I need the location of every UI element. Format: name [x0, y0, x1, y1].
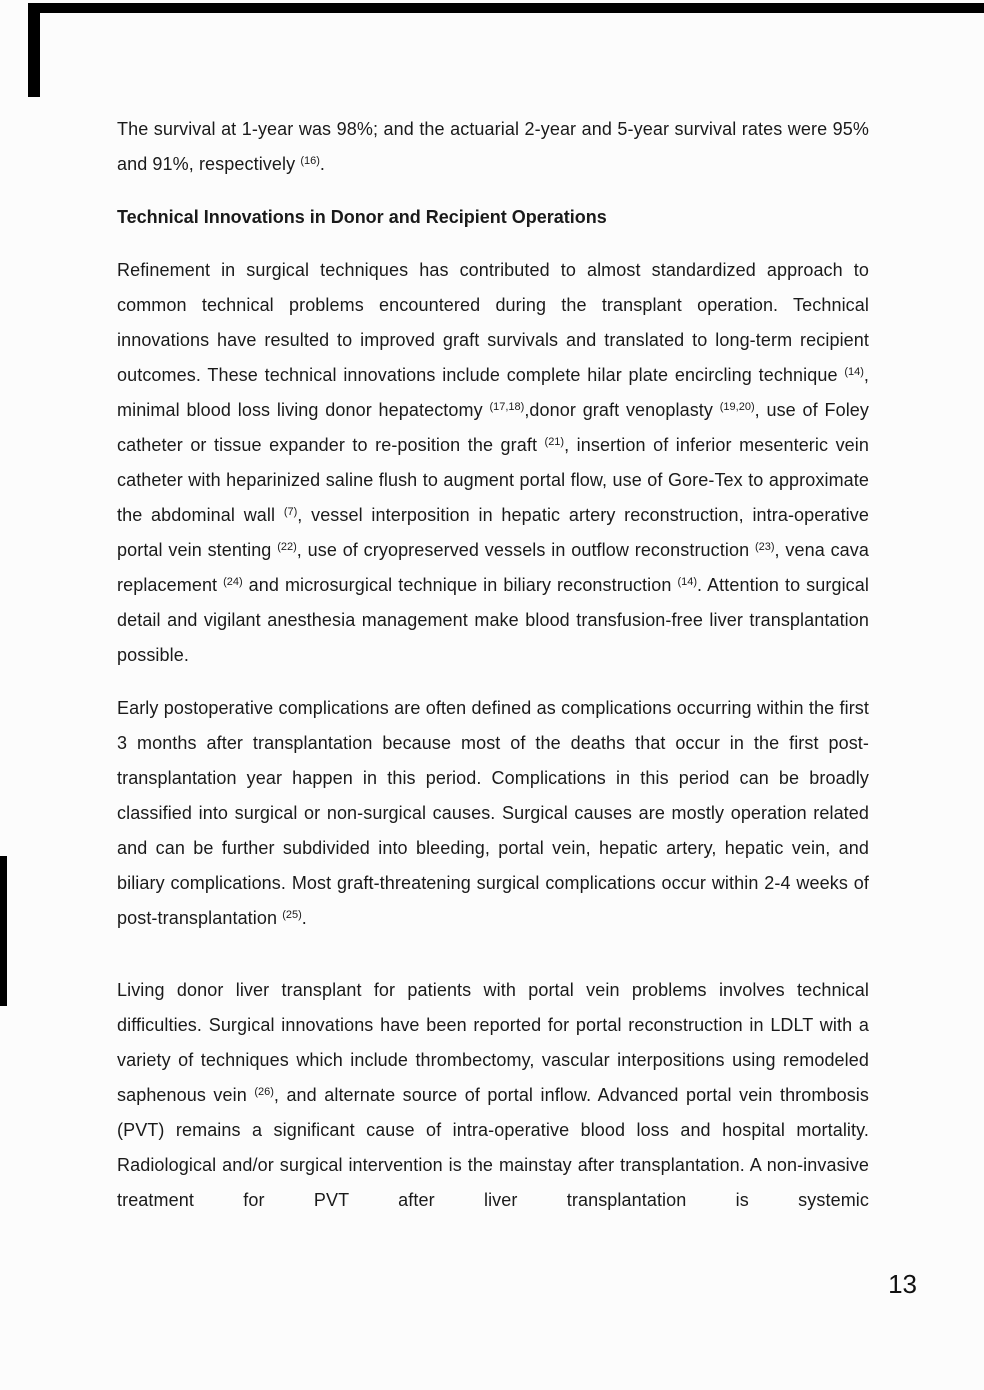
text-run: . Attention to surgical detail and vigilant anesthesia management make blood transfusion-free liver transplantation possible. [117, 575, 869, 665]
reference-superscript: (21) [544, 436, 565, 448]
reference-superscript: (7) [283, 506, 298, 518]
paragraph-early-complications [117, 691, 869, 936]
page-number: 13 [888, 1269, 917, 1299]
reference-superscript: (14) [844, 366, 864, 378]
paragraph-technical-innovations [117, 253, 869, 673]
reference-superscript: (14) [677, 576, 697, 588]
text-run: . [319, 154, 325, 174]
reference-superscript: (16) [300, 155, 320, 167]
reference-superscript: (19,20) [719, 401, 755, 413]
reference-superscript: (24) [223, 576, 243, 588]
text-run: ,donor graft venoplasty [524, 400, 720, 420]
text-run: , vena cava replacement [117, 540, 869, 595]
text-column [117, 112, 869, 1236]
paragraph-portal-vein-problems [117, 973, 869, 1218]
text-run: Living donor liver transplant for patients with portal vein problems involves technical difficulties. Surgical innovations have been reported for portal reconstruction in LDLT with a variety of techniques which include thrombectomy, vascular interpositions using remodeled saphenous vein [117, 980, 869, 1105]
text-run: , minimal blood loss living donor hepatectomy [117, 365, 869, 420]
text-run: . [301, 908, 307, 928]
reference-superscript: (17,18) [489, 401, 525, 413]
text-run: , use of Foley catheter or tissue expander to re-position the graft [117, 400, 870, 455]
text-run: , insertion of inferior mesenteric vein catheter with heparinized saline flush to augment portal flow, use of Gore-Tex to approximate the abdominal wall [117, 435, 869, 525]
paragraph-survival-rates [117, 112, 869, 182]
scan-artifact-top-bar [28, 3, 984, 13]
text-run: , and alternate source of portal inflow. Advanced portal vein thrombosis (PVT) remains a significant cause of intra-operative blood loss and hospital mortality. Radiological and/or surgical intervention is the mainstay after transplantation. A non-invasive treatment for PVT after liver transplantation is systemic [117, 1085, 869, 1210]
text-run: Refinement in surgical techniques has contributed to almost standardized approach to common technical problems encountered during the transplant operation. Technical innovations have resulted to improved graft survivals and translated to long-term recipient outcomes. These technical innovations include complete hilar plate encircling technique [117, 260, 869, 385]
scan-artifact-left-bar [28, 3, 40, 97]
text-run: , use of cryopreserved vessels in outflow reconstruction [296, 540, 755, 560]
text-run: Early postoperative complications are often defined as complications occurring within the first 3 months after transplantation because most of the deaths that occur in the first post-transplantation year happen in this period. Complications in this period can be broadly classified into surgical or non-surgical causes. Surgical causes are mostly operation related and can be further subdivided into bleeding, portal vein, hepatic artery, hepatic vein, and biliary complications. Most graft-threatening surgical complications occur within 2-4 weeks of post-transplantation [117, 698, 869, 928]
scan-artifact-edge-streak [0, 856, 7, 1006]
text-run: and microsurgical technique in biliary reconstruction [242, 575, 678, 595]
section-heading: Technical Innovations in Donor and Recipient Operations [117, 207, 607, 227]
text-run: , vessel interposition in hepatic artery reconstruction, intra-operative portal vein stenting [117, 505, 869, 560]
reference-superscript: (26) [254, 1086, 274, 1098]
reference-superscript: (25) [282, 909, 302, 921]
reference-superscript: (22) [277, 541, 297, 553]
reference-superscript: (23) [754, 541, 775, 553]
text-run: The survival at 1-year was 98%; and the actuarial 2-year and 5-year survival rates were 95% and 91%, respectively [117, 119, 869, 174]
